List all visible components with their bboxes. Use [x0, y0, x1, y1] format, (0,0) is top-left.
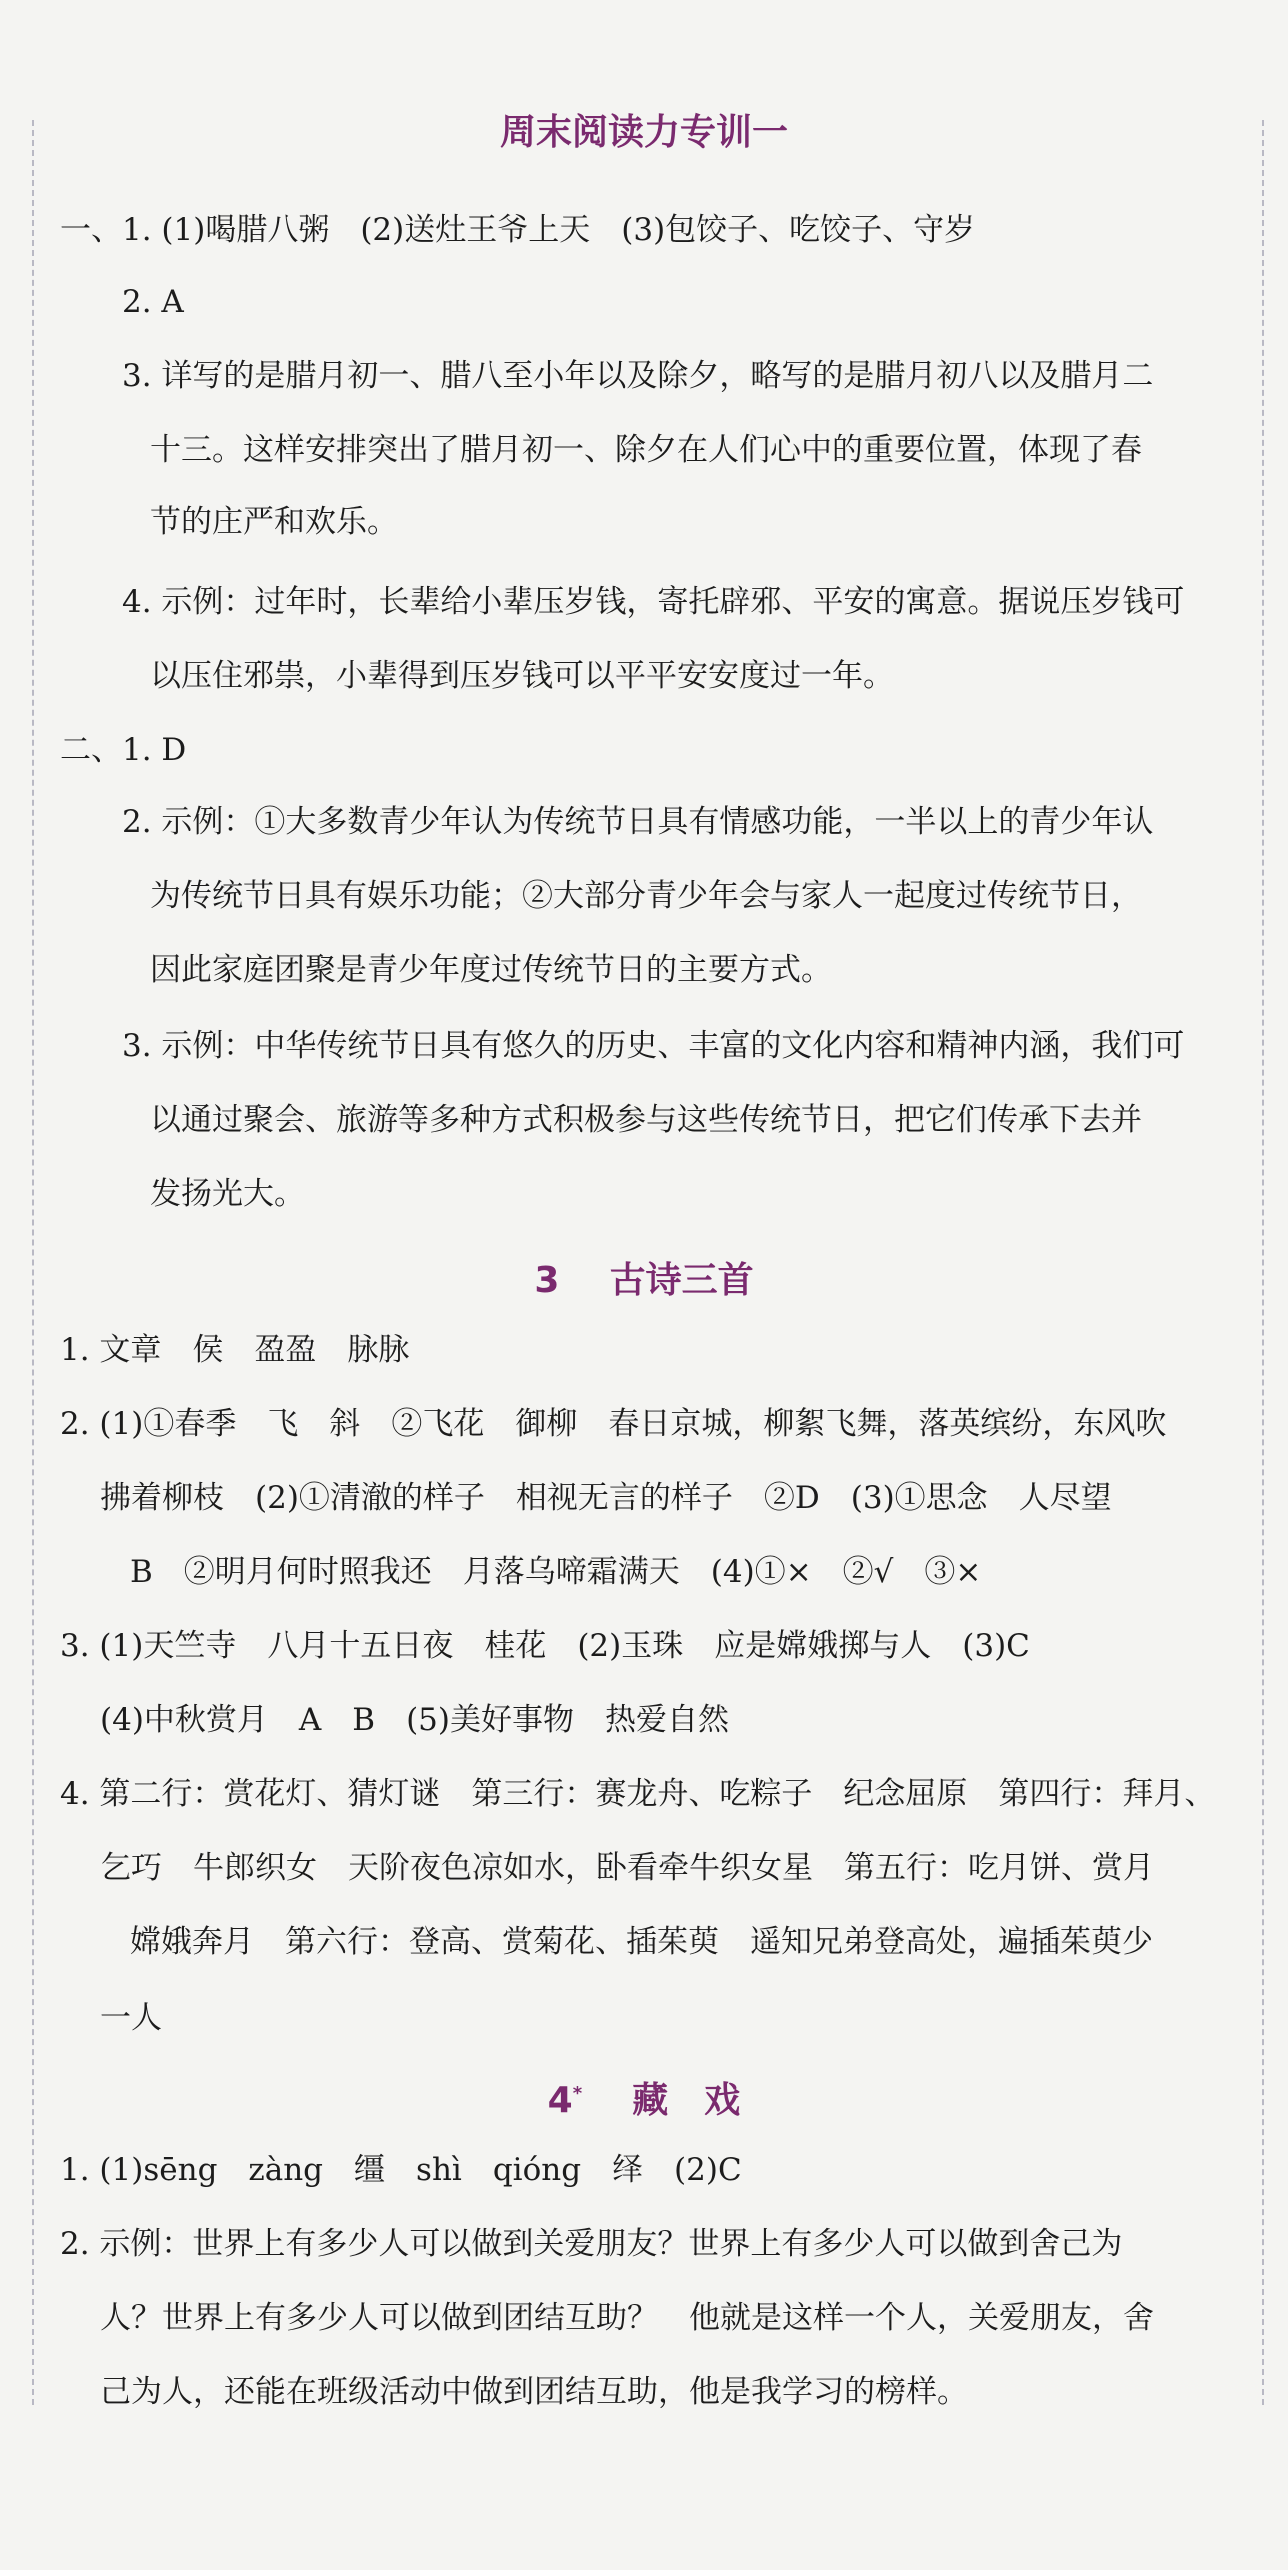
answer-line: (4)中秋赏月 A B (5)美好事物 热爱自然 — [100, 1702, 729, 1738]
answer-line: 4. 第二行：赏花灯、猜灯谜 第三行：赛龙舟、吃粽子 纪念屈原 第四行：拜月、 — [60, 1776, 1216, 1812]
answer-line: 以通过聚会、旅游等多种方式积极参与这些传统节日，把它们传承下去并 — [150, 1102, 1142, 1138]
answer-line: 一人 — [100, 2000, 162, 2036]
answer-line: 发扬光大。 — [150, 1176, 305, 1212]
lesson-number: 3 — [534, 1260, 560, 1301]
optional-lesson-mark: * — [572, 2083, 583, 2104]
answer-line: 二、1. D — [60, 732, 187, 768]
answer-line: 人？世界上有多少人可以做到团结互助？ 他就是这样一个人，关爱朋友，舍 — [100, 2300, 1154, 2336]
answer-line: 2. (1)①春季 飞 斜 ②飞花 御柳 春日京城，柳絮飞舞，落英缤纷，东风吹 — [60, 1406, 1167, 1442]
section-title-weekend: 周末阅读力专训一 — [499, 112, 788, 153]
answer-line: 1. (1)sēng zàng 缰 shì qióng 绎 (2)C — [60, 2152, 742, 2188]
answer-line: 3. 示例：中华传统节日具有悠久的历史、丰富的文化内容和精神内涵，我们可 — [122, 1028, 1185, 1064]
answer-line: 3. (1)天竺寺 八月十五日夜 桂花 (2)玉珠 应是嫦娥掷与人 (3)C — [60, 1628, 1030, 1664]
answer-line: 拂着柳枝 (2)①清澈的样子 相视无言的样子 ②D (3)①思念 人尽望 — [100, 1480, 1112, 1516]
answer-line: 节的庄严和欢乐。 — [150, 504, 398, 540]
answer-line: 2. 示例：世界上有多少人可以做到关爱朋友？世界上有多少人可以做到舍己为 — [60, 2226, 1123, 2262]
section-title-lesson3 — [0, 1252, 1288, 1303]
answer-line: 以压住邪祟，小辈得到压岁钱可以平平安安度过一年。 — [150, 658, 894, 694]
answer-line: 1. 文章 侯 盈盈 脉脉 — [60, 1332, 410, 1368]
answer-line: 一、1. (1)喝腊八粥 (2)送灶王爷上天 (3)包饺子、吃饺子、守岁 — [60, 212, 976, 248]
lesson-number: 4 — [547, 2080, 573, 2121]
section-title-lesson4 — [0, 2072, 1288, 2123]
answer-line: 为传统节日具有娱乐功能；②大部分青少年会与家人一起度过传统节日， — [150, 878, 1142, 914]
lesson-title: 藏 戏 — [632, 2080, 741, 2121]
answer-line: 嫦娥奔月 第六行：登高、赏菊花、插茱萸 遥知兄弟登高处，遍插茱萸少 — [130, 1924, 1153, 1960]
answer-line: 因此家庭团聚是青少年度过传统节日的主要方式。 — [150, 952, 832, 988]
answer-line: 4. 示例：过年时，长辈给小辈压岁钱，寄托辟邪、平安的寓意。据说压岁钱可 — [122, 584, 1185, 620]
answer-line: B ②明月何时照我还 月落乌啼霜满天 (4)①× ②√ ③× — [130, 1554, 982, 1590]
answer-line: 2. 示例：①大多数青少年认为传统节日具有情感功能，一半以上的青少年认 — [122, 804, 1154, 840]
answer-line: 己为人，还能在班级活动中做到团结互助，他是我学习的榜样。 — [100, 2374, 968, 2410]
answer-line: 3. 详写的是腊月初一、腊八至小年以及除夕，略写的是腊月初八以及腊月二 — [122, 358, 1154, 394]
answer-line: 2. A — [122, 284, 184, 320]
answer-line: 乞巧 牛郎织女 天阶夜色凉如水，卧看牵牛织女星 第五行：吃月饼、赏月 — [100, 1850, 1154, 1886]
answer-line: 十三。这样安排突出了腊月初一、除夕在人们心中的重要位置，体现了春 — [150, 432, 1142, 468]
lesson-title: 古诗三首 — [609, 1260, 754, 1301]
